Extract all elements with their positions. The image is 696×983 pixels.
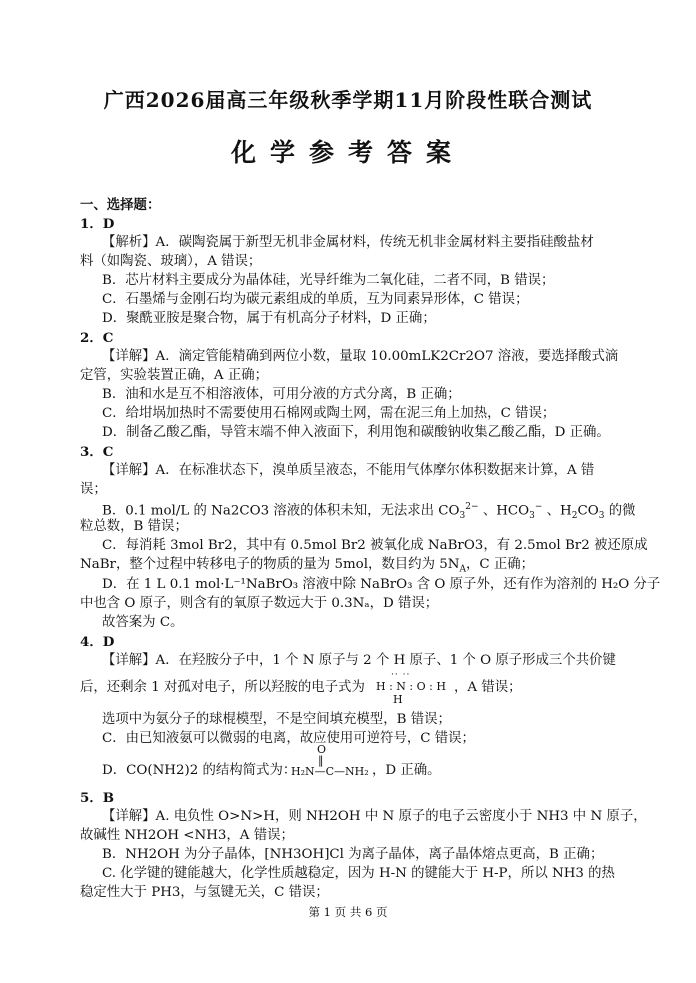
hydroxylamine-electron-formula: H : N : O : H xyxy=(376,680,446,693)
q4-d-end: ，D 正确。 xyxy=(372,763,441,778)
q1-answer: 1．D xyxy=(80,216,115,232)
q3-c-line1: C．每消耗 3mol Br2，其中有 0.5mol Br2 被氧化成 NaBrO3，有 2.5mol Br2 被还原成 xyxy=(102,538,648,553)
urea-o: O xyxy=(317,743,327,756)
q2-answer: 2．C xyxy=(80,330,114,346)
q2-c: C．给坩埚加热时不需要使用石棉网或陶土网，需在泥三角上加热，C 错误； xyxy=(102,406,556,421)
q3-conclusion: 故答案为 C。 xyxy=(102,615,184,630)
page-title: 化学参考答案 xyxy=(230,138,465,167)
q5-line1: 【详解】A. 电负性 O>N>H，则 NH2OH 中 N 原子的电子云密度小于 NH3 中 N 原子， xyxy=(102,809,647,824)
q5-line2: 故碱性 NH2OH <NH3，A 错误； xyxy=(80,828,294,843)
q4-answer: 4．D xyxy=(80,634,115,650)
section-heading: 一、选择题： xyxy=(80,197,161,213)
electron-formula-h: H xyxy=(393,693,403,706)
electron-dots: ·· ·· xyxy=(391,670,411,680)
exam-title: 广西2026届高三年级秋季学期11月阶段性联合测试 xyxy=(103,88,593,112)
q5-c-line2: 稳定性大于 PH3，与氢键无关，C 错误； xyxy=(80,885,329,900)
q4-line2: 后，还剩余 1 对孤对电子，所以羟胺的电子式为 xyxy=(80,680,365,695)
q2-line2: 定管，实验装置正确，A 正确； xyxy=(80,368,269,383)
q5-c-line1: C. 化学键的键能越大，化学性质越稳定，因为 H-N 的键能大于 H-P，所以 NH3 的热 xyxy=(102,866,615,881)
q3-answer: 3．C xyxy=(80,444,114,460)
q4-d: D．CO(NH2)2 的结构简式为： xyxy=(102,763,297,778)
q4-c: C．由已知液氨可以微弱的电离，故应使用可逆符号，C 错误； xyxy=(102,731,475,746)
q3-c-line2: NaBr，整个过程中转移电子的物质的量为 5mol，数目约为 $5N_A$，C 正确； xyxy=(80,557,535,575)
q1-c: C．石墨烯与金刚石均为碳元素组成的单质，互为同素异形体，C 错误； xyxy=(102,292,529,307)
q1-d: D．聚酰亚胺是聚合物，属于有机高分子材料，D 正确； xyxy=(102,311,436,326)
q3-line1: 【详解】A．在标准状态下，溴单质呈液态，不能用气体摩尔体积数据来计算，A 错 xyxy=(102,463,595,478)
q1-line2: 料（如陶瓷、玻璃），A 错误； xyxy=(80,254,262,269)
urea-double-bond: ‖ xyxy=(318,754,324,767)
q2-line1: 【详解】A．滴定管能精确到两位小数，量取 10.00mLK2Cr2O7 溶液，要选择酸式滴 xyxy=(102,349,619,364)
q3-d-line2: 中也含 O 原子，则含有的氧原子数远大于 0.3Nₐ，D 错误； xyxy=(80,596,439,611)
q3-d-line1: D．在 1 L 0.1 mol·L⁻¹NaBrO₃ 溶液中除 NaBrO₃ 含 O 原子外，还有作为溶剂的 H₂O 分子 xyxy=(102,577,661,592)
q5-b: B．NH2OH 为分子晶体，[NH3OH]Cl 为离子晶体，离子晶体熔点更高，B 正确； xyxy=(102,847,604,862)
q2-b: B．油和水是互不相溶液体，可用分液的方式分离，B 正确； xyxy=(102,387,461,402)
q4-b: 选项中为氨分子的球棍模型，不是空间填充模型，B 错误； xyxy=(102,712,451,727)
urea-structure: H₂N—C—NH₂ xyxy=(291,765,369,778)
page-footer: 第 1 页 共 6 页 xyxy=(308,905,388,919)
q4-line2-end: ，A 错误； xyxy=(454,680,522,695)
q4-line1: 【详解】A．在羟胺分子中，1 个 N 原子与 2 个 H 原子、1 个 O 原子形成三个共价键 xyxy=(102,653,616,668)
q3-line2: 误； xyxy=(80,482,107,497)
q3-b-line1: B．0.1 mol/L 的 Na2CO3 溶液的体积未知，无法求出 $CO_3^{2-}$ 、$HCO_3^-$ 、$H_2CO_3$ 的微 xyxy=(102,502,636,522)
q3-b-line2: 粒总数，B 错误； xyxy=(80,519,188,534)
q1-b: B．芯片材料主要成分为晶体硅，光导纤维为二氧化硅，二者不同，B 错误； xyxy=(102,273,555,288)
q5-answer: 5．B xyxy=(80,790,115,806)
q2-d: D．制备乙酸乙酯，导管末端不伸入液面下，利用饱和碳酸钠收集乙酸乙酯，D 正确。 xyxy=(102,425,610,440)
q1-line1: 【解析】A．碳陶瓷属于新型无机非金属材料，传统无机非金属材料主要指硅酸盐材 xyxy=(102,235,594,250)
